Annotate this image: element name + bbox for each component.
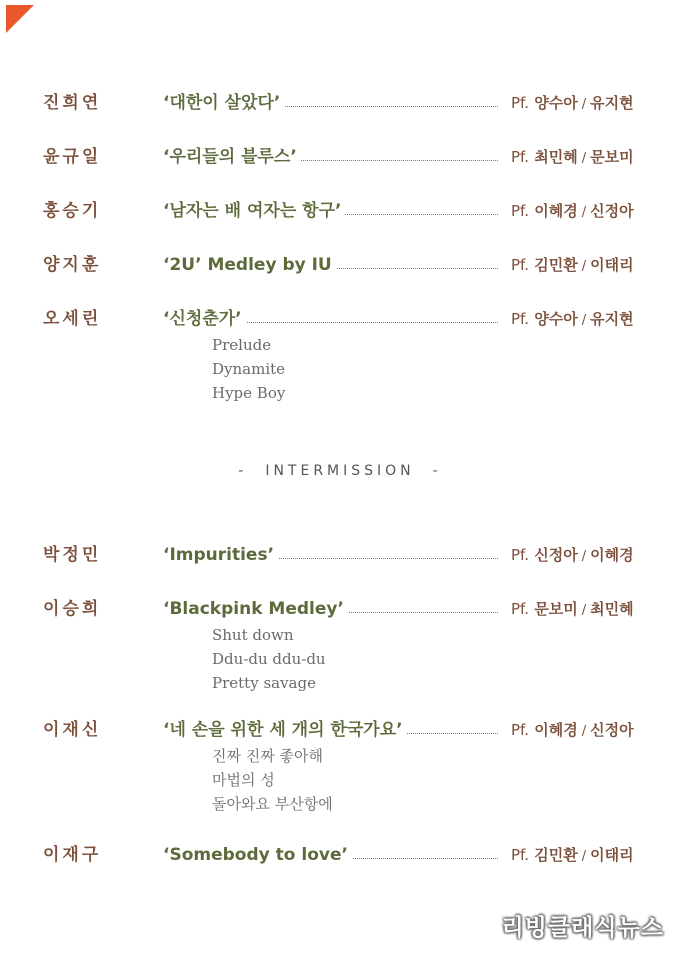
piece-title: ‘Somebody to love’ [163,840,352,870]
program-entry [0,540,680,570]
performer-name: 이승희 [43,599,102,619]
medley-song: 진짜 진짜 좋아해 [212,747,323,765]
pianist-1: 문보미 [534,600,578,618]
pianist-1: 김민환 [534,846,578,864]
dash-right: - [432,463,442,479]
pianist-2: 최민혜 [590,600,634,618]
program-entry [0,594,680,624]
piece-title: ‘네 손을 위한 세 개의 한국가요’ [163,715,407,745]
piece-title: ‘2U’ Medley by IU [163,250,336,280]
pf-label: Pf. [511,148,530,166]
program-entry [0,715,680,745]
pianist-credit [511,196,634,228]
program-entry [0,250,680,280]
dash-left: - [238,463,248,479]
medley-song: Pretty savage [212,674,316,692]
pianist-1: 이혜경 [534,202,578,220]
pianist-2: 신정아 [590,202,634,220]
program-entry [0,88,680,118]
pianist-credit [511,142,634,174]
pianist-1: 신정아 [534,546,578,564]
pianist-1: 최민혜 [534,148,578,166]
pf-label: Pf. [511,600,530,618]
piece-title: ‘Impurities’ [163,540,278,570]
pianist-credit [511,540,634,572]
pianist-2: 신정아 [590,721,634,739]
piece-title: ‘Blackpink Medley’ [163,594,348,624]
pf-label: Pf. [511,94,530,112]
performer-name: 박정민 [43,545,102,565]
performer-name: 오세린 [43,309,102,329]
pianist-1: 양수아 [534,94,578,112]
medley-song: 돌아와요 부산항에 [212,795,333,813]
pianist-1: 이혜경 [534,721,578,739]
performer-name: 홍승기 [43,201,102,221]
corner-triangle-decoration [6,5,34,33]
pianist-2: 문보미 [590,148,634,166]
pianist-1: 김민환 [534,256,578,274]
pf-label: Pf. [511,202,530,220]
medley-song: Dynamite [212,360,286,378]
pf-label: Pf. [511,721,530,739]
separator: / [581,603,587,618]
pianist-1: 양수아 [534,310,578,328]
pf-label: Pf. [511,310,530,328]
program-entry [0,304,680,334]
program-entry [0,142,680,172]
separator: / [581,97,587,112]
pianist-credit [511,250,634,282]
intermission-label: INTERMISSION [265,463,415,479]
pf-label: Pf. [511,256,530,274]
pianist-2: 이태리 [590,846,634,864]
piece-title: ‘대한이 살았다’ [163,88,284,118]
performer-name: 진희연 [43,93,102,113]
pianist-credit [511,840,634,872]
pianist-2: 이혜경 [590,546,634,564]
separator: / [581,313,587,328]
pianist-credit [511,715,634,747]
piece-title: ‘우리들의 블루스’ [163,142,301,172]
performer-name: 이재신 [43,720,102,740]
pianist-2: 이태리 [590,256,634,274]
medley-song: 마법의 성 [212,771,275,789]
pf-label: Pf. [511,546,530,564]
piece-title: ‘남자는 배 여자는 항구’ [163,196,345,226]
performer-name: 이재구 [43,845,102,865]
program-entry [0,196,680,226]
pianist-2: 유지현 [590,310,634,328]
separator: / [581,259,587,274]
watermark-logo: 리빙클래식뉴스 [501,915,664,941]
separator: / [581,724,587,739]
performer-name: 양지훈 [43,255,102,275]
separator: / [581,151,587,166]
medley-song: Hype Boy [212,384,286,402]
program-entry [0,840,680,870]
separator: / [581,849,587,864]
pianist-2: 유지현 [590,94,634,112]
separator: / [581,549,587,564]
pianist-credit [511,88,634,120]
piece-title: ‘신청춘가’ [163,304,246,334]
separator: / [581,205,587,220]
intermission-divider [0,463,680,479]
medley-song: Ddu-du ddu-du [212,650,326,668]
medley-song: Prelude [212,336,272,354]
performer-name: 윤규일 [43,147,102,167]
medley-song: Shut down [212,626,294,644]
pianist-credit [511,594,634,626]
pf-label: Pf. [511,846,530,864]
pianist-credit [511,304,634,336]
